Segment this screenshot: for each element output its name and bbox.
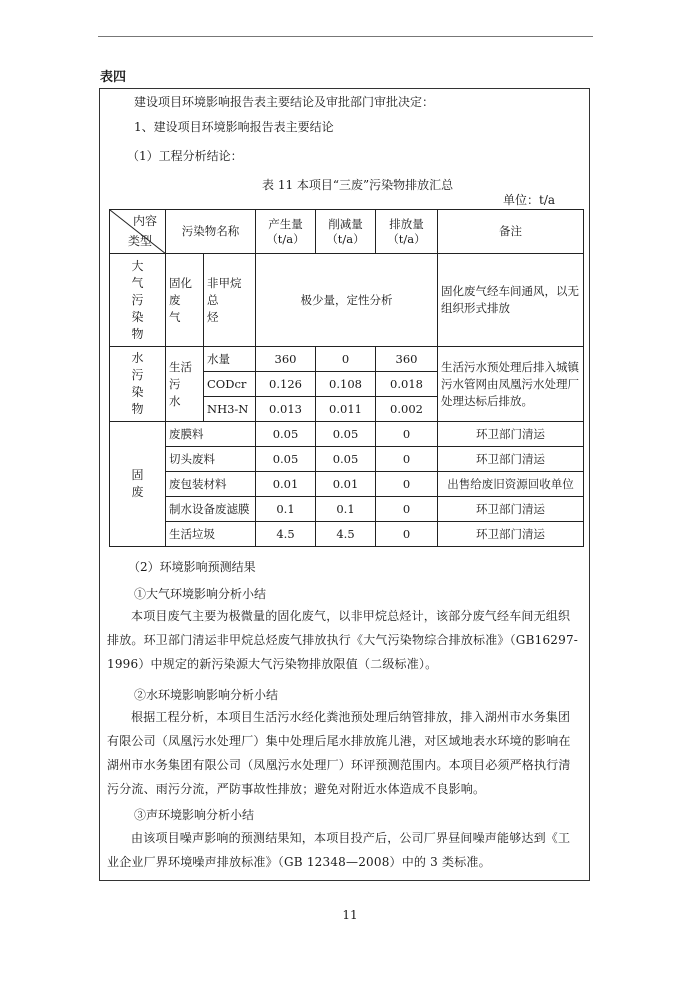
table-header-row	[110, 210, 584, 254]
solid-produced: 0.05	[256, 447, 316, 472]
diagonal-header-cell	[110, 210, 166, 254]
solid-row	[110, 447, 584, 472]
solid-row	[110, 522, 584, 547]
diag-top-label: 内容	[132, 214, 157, 228]
water-analysis-text: 根据工程分析，本项目生活污水经化粪池预处理后纳管排放，排入湖州市水务集团有限公司（凤凰污水处理厂）集中处理后尾水排放旄儿港，对区域地表水环境的影响在湖州市水务集团有限公司（凤凰污水处理厂）环评预测范围内。本项目必须严格执行清污分流、雨污分流，严防事故性排放；避免对附近水体造成不良影响。	[107, 710, 571, 796]
water-note: 生活污水预处理后排入城镇污水管网由凤凰污水处理厂处理达标后排放。	[438, 347, 584, 422]
air-row	[110, 254, 584, 347]
solid-produced: 0.01	[256, 472, 316, 497]
air-value: 极少量，定性分析	[256, 254, 438, 347]
results-heading: （2）环境影响预测结果	[128, 560, 256, 574]
water-row	[110, 347, 584, 372]
intro-line-3: （1）工程分析结论：	[127, 149, 243, 163]
solid-row	[110, 472, 584, 497]
header-emitted: 排放量 （t/a）	[376, 210, 438, 254]
page-number: 11	[342, 908, 358, 922]
noise-analysis-text: 由该项目噪声影响的预测结果知，本项目投产后，公司厂界昼间噪声能够达到《工业企业厂界环境噪声排放标准》（GB 12348—2008）中的 3 类标准。	[107, 831, 571, 869]
solid-emitted: 0	[376, 447, 438, 472]
table-caption: 表 11 本项目“三废”污染物排放汇总	[262, 178, 454, 192]
solid-produced: 0.1	[256, 497, 316, 522]
air-analysis-text: 本项目废气主要为极微量的固化废气，以非甲烷总烃计，该部分废气经车间无组织排放。环卫部门清运非甲烷总烃废气排放执行《大气污染物综合排放标准》（GB16297-1996）中规定的新污染源大气污染物排放限值（二级标准）。	[107, 609, 579, 671]
intro-line-1: 建设项目环境影响报告表主要结论及审批部门审批决定：	[134, 95, 435, 109]
section-label: 表四	[100, 70, 127, 85]
solid-emitted: 0	[376, 497, 438, 522]
water-produced: 0.126	[256, 372, 316, 397]
solid-emitted: 0	[376, 522, 438, 547]
solid-note: 环卫部门清运	[438, 447, 584, 472]
solid-reduced: 0.05	[316, 447, 376, 472]
water-emitted: 360	[376, 347, 438, 372]
intro-line-2: 1、建设项目环境影响报告表主要结论	[134, 120, 334, 134]
water-emitted: 0.018	[376, 372, 438, 397]
water-reduced: 0	[316, 347, 376, 372]
solid-reduced: 0.1	[316, 497, 376, 522]
water-name: NH3-N	[204, 397, 256, 422]
solid-produced: 4.5	[256, 522, 316, 547]
solid-reduced: 0.01	[316, 472, 376, 497]
solid-name: 制水设备废滤膜	[166, 497, 256, 522]
air-subcategory: 固化废 气	[166, 254, 204, 347]
solid-name: 废包装材料	[166, 472, 256, 497]
solid-name: 生活垃圾	[166, 522, 256, 547]
header-rule	[98, 36, 593, 37]
solid-produced: 0.05	[256, 422, 316, 447]
header-name: 污染物名称	[166, 210, 256, 254]
water-reduced: 0.011	[316, 397, 376, 422]
solid-row	[110, 422, 584, 447]
water-name: CODcr	[204, 372, 256, 397]
water-name: 水量	[204, 347, 256, 372]
header-reduced: 削减量 （t/a）	[316, 210, 376, 254]
solid-name: 废膜料	[166, 422, 256, 447]
solid-note: 环卫部门清运	[438, 497, 584, 522]
water-subcategory: 生活污 水	[166, 347, 204, 422]
water-produced: 0.013	[256, 397, 316, 422]
table-unit: 单位：t/a	[503, 193, 556, 207]
pollutant-table	[109, 209, 584, 547]
water-emitted: 0.002	[376, 397, 438, 422]
solid-note: 环卫部门清运	[438, 422, 584, 447]
header-note: 备注	[438, 210, 584, 254]
solid-emitted: 0	[376, 472, 438, 497]
solid-reduced: 4.5	[316, 522, 376, 547]
air-pollutant-name: 非甲烷总 烃	[204, 254, 256, 347]
water-category: 水 污 染 物	[110, 347, 166, 422]
air-analysis-heading: ①大气环境影响分析小结	[134, 587, 267, 601]
water-reduced: 0.108	[316, 372, 376, 397]
solid-emitted: 0	[376, 422, 438, 447]
water-produced: 360	[256, 347, 316, 372]
solid-category: 固 废	[110, 422, 166, 547]
header-produced: 产生量 （t/a）	[256, 210, 316, 254]
solid-note: 环卫部门清运	[438, 522, 584, 547]
noise-analysis-heading: ③声环境影响分析小结	[134, 808, 255, 822]
water-analysis-heading: ②水环境影响影响分析小结	[134, 688, 279, 702]
solid-reduced: 0.05	[316, 422, 376, 447]
solid-row	[110, 497, 584, 522]
air-category: 大 气 污 染 物	[110, 254, 166, 347]
diag-bottom-label: 类型	[128, 234, 153, 248]
air-note: 固化废气经车间通风，以无组织形式排放	[438, 254, 584, 347]
solid-name: 切头废料	[166, 447, 256, 472]
solid-note: 出售给废旧资源回收单位	[438, 472, 584, 497]
